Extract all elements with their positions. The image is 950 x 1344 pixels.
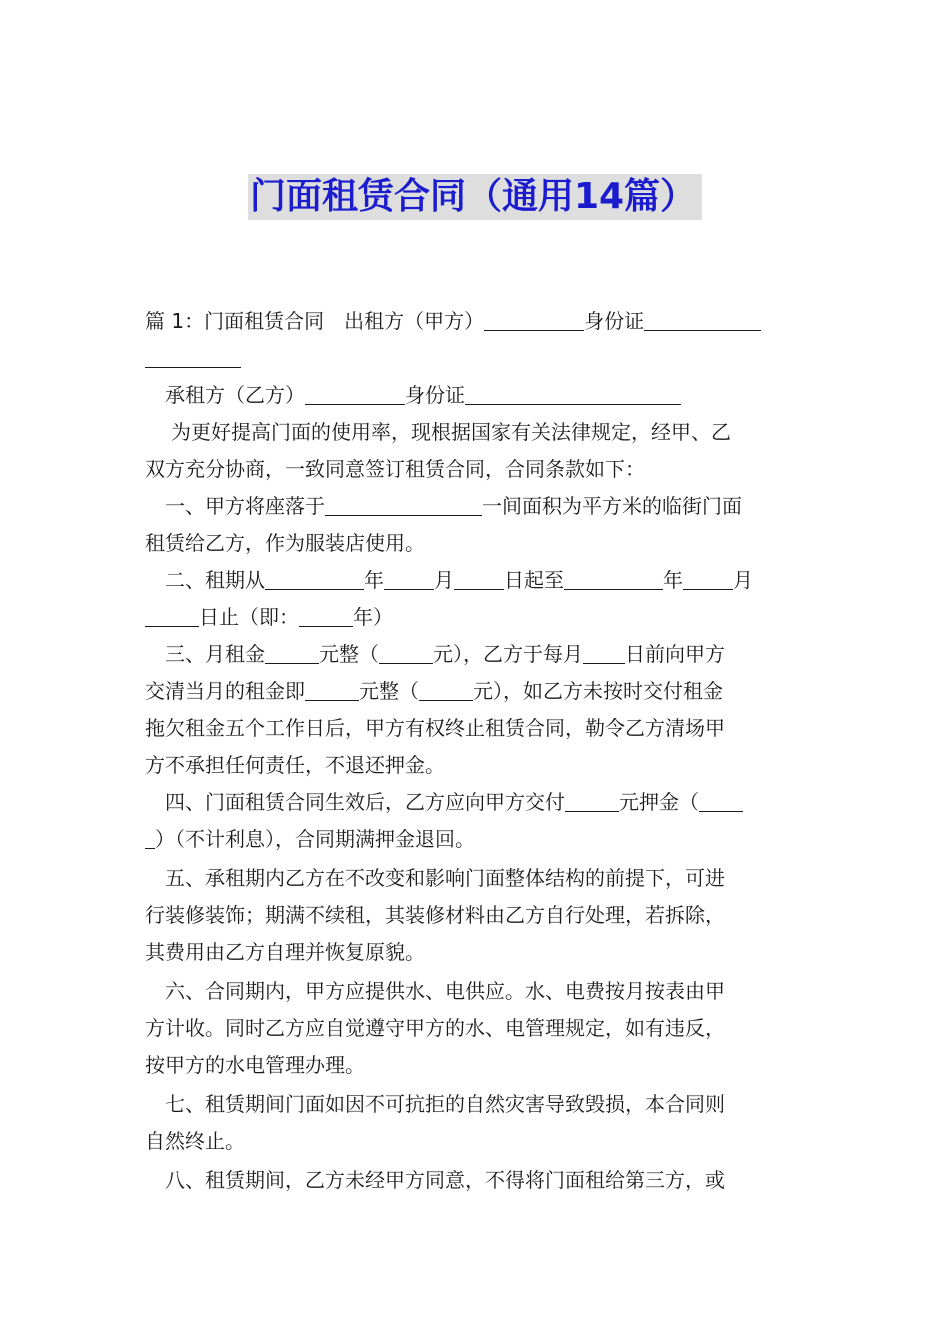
line-text: 为更好提高门面的使用率，现根据国家有关法律规定，经甲、乙 bbox=[171, 420, 731, 444]
paragraph-line bbox=[145, 1047, 807, 1084]
fill-blank bbox=[644, 308, 761, 331]
paragraph-line bbox=[145, 414, 807, 451]
paragraph-line bbox=[145, 1010, 807, 1047]
paragraph-line bbox=[145, 747, 807, 784]
line-text: 七、租赁期间门面如因不可抗拒的自然灾害导致毁损，本合同则 bbox=[165, 1092, 725, 1116]
paragraph-line bbox=[145, 340, 807, 377]
paragraph-line bbox=[145, 488, 807, 525]
line-text: 月 bbox=[733, 568, 753, 592]
paragraph-line bbox=[145, 934, 807, 971]
line-text: 方不承担任何责任，不退还押金。 bbox=[145, 753, 445, 777]
line-text: 交清当月的租金即 bbox=[145, 679, 305, 703]
line-text: 承租方（乙方） bbox=[165, 383, 305, 407]
paragraph-line bbox=[145, 1086, 807, 1123]
fill-blank bbox=[699, 789, 743, 812]
line-text: 一、甲方将座落于 bbox=[165, 494, 325, 518]
line-text: 租赁给乙方，作为服装店使用。 bbox=[145, 531, 425, 555]
line-text: 篇 1：门面租赁合同 出租方（甲方） bbox=[145, 309, 485, 333]
fill-blank bbox=[384, 567, 434, 590]
line-text: 元），如乙方未按时交付租金 bbox=[473, 679, 723, 703]
line-text: 按甲方的水电管理办理。 bbox=[145, 1053, 365, 1077]
paragraph-line bbox=[145, 1123, 807, 1160]
document-title: 门面租赁合同（通用14篇） bbox=[248, 174, 702, 220]
title-container bbox=[0, 174, 950, 220]
line-text: 六、合同期内，甲方应提供水、电供应。水、电费按月按表由甲 bbox=[165, 979, 725, 1003]
fill-blank bbox=[419, 678, 473, 701]
fill-blank bbox=[265, 641, 319, 664]
paragraph-line bbox=[145, 784, 807, 821]
line-text: 日前向甲方 bbox=[625, 642, 725, 666]
line-text: 双方充分协商，一致同意签订租赁合同，合同条款如下： bbox=[145, 457, 645, 481]
paragraph-line bbox=[145, 973, 807, 1010]
line-text: 日起至 bbox=[504, 568, 564, 592]
paragraph-line bbox=[145, 599, 807, 636]
fill-blank bbox=[145, 826, 155, 849]
line-text: 一间面积为平方米的临街门面 bbox=[482, 494, 742, 518]
fill-blank bbox=[465, 382, 681, 405]
fill-blank bbox=[145, 345, 241, 368]
line-text: 五、承租期内乙方在不改变和影响门面整体结构的前提下，可进 bbox=[165, 866, 725, 890]
line-text: 元整（ bbox=[359, 679, 419, 703]
line-text: 二、租期从 bbox=[165, 568, 265, 592]
line-text: 八、租赁期间，乙方未经甲方同意，不得将门面租给第三方，或 bbox=[165, 1168, 725, 1192]
line-text: 日止（即： bbox=[199, 605, 299, 629]
fill-blank bbox=[484, 308, 584, 331]
paragraph-line bbox=[145, 303, 807, 340]
fill-blank bbox=[683, 567, 733, 590]
paragraph-line bbox=[145, 636, 807, 673]
line-text: 其费用由乙方自理并恢复原貌。 bbox=[145, 940, 425, 964]
line-text: 三、月租金 bbox=[165, 642, 265, 666]
line-text: 年） bbox=[353, 605, 393, 629]
paragraph-line bbox=[145, 377, 807, 414]
line-text: 拖欠租金五个工作日后，甲方有权终止租赁合同，勒令乙方清场甲 bbox=[145, 716, 725, 740]
fill-blank bbox=[325, 493, 482, 516]
paragraph-line bbox=[145, 525, 807, 562]
line-text: 元），乙方于每月 bbox=[433, 642, 583, 666]
line-text: 月 bbox=[434, 568, 454, 592]
paragraph-line bbox=[145, 562, 807, 599]
line-text: 年 bbox=[364, 568, 384, 592]
line-text: 方计收。同时乙方应自觉遵守甲方的水、电管理规定，如有违反， bbox=[145, 1016, 725, 1040]
contract-body bbox=[145, 303, 807, 1199]
fill-blank bbox=[565, 789, 619, 812]
line-text: 行装修装饰；期满不续租，其装修材料由乙方自行处理，若拆除， bbox=[145, 903, 725, 927]
line-text: 元整（ bbox=[319, 642, 379, 666]
paragraph-line bbox=[145, 1162, 807, 1199]
fill-blank bbox=[454, 567, 504, 590]
paragraph-line bbox=[145, 821, 807, 858]
line-text: 身份证 bbox=[405, 383, 465, 407]
fill-blank bbox=[265, 567, 364, 590]
fill-blank bbox=[564, 567, 663, 590]
fill-blank bbox=[379, 641, 433, 664]
paragraph-line bbox=[145, 897, 807, 934]
paragraph-line bbox=[145, 673, 807, 710]
line-text: 元押金（ bbox=[619, 790, 699, 814]
line-text: 身份证 bbox=[584, 309, 645, 333]
paragraph-line bbox=[145, 710, 807, 747]
fill-blank bbox=[305, 382, 405, 405]
paragraph-line bbox=[145, 860, 807, 897]
paragraph-line bbox=[145, 451, 807, 488]
line-text: ）（不计利息），合同期满押金退回。 bbox=[155, 827, 475, 851]
line-text: 年 bbox=[663, 568, 683, 592]
fill-blank bbox=[145, 604, 199, 627]
fill-blank bbox=[305, 678, 359, 701]
fill-blank bbox=[299, 604, 353, 627]
line-text: 自然终止。 bbox=[145, 1129, 245, 1153]
line-text: 四、门面租赁合同生效后，乙方应向甲方交付 bbox=[165, 790, 565, 814]
fill-blank bbox=[583, 641, 625, 664]
